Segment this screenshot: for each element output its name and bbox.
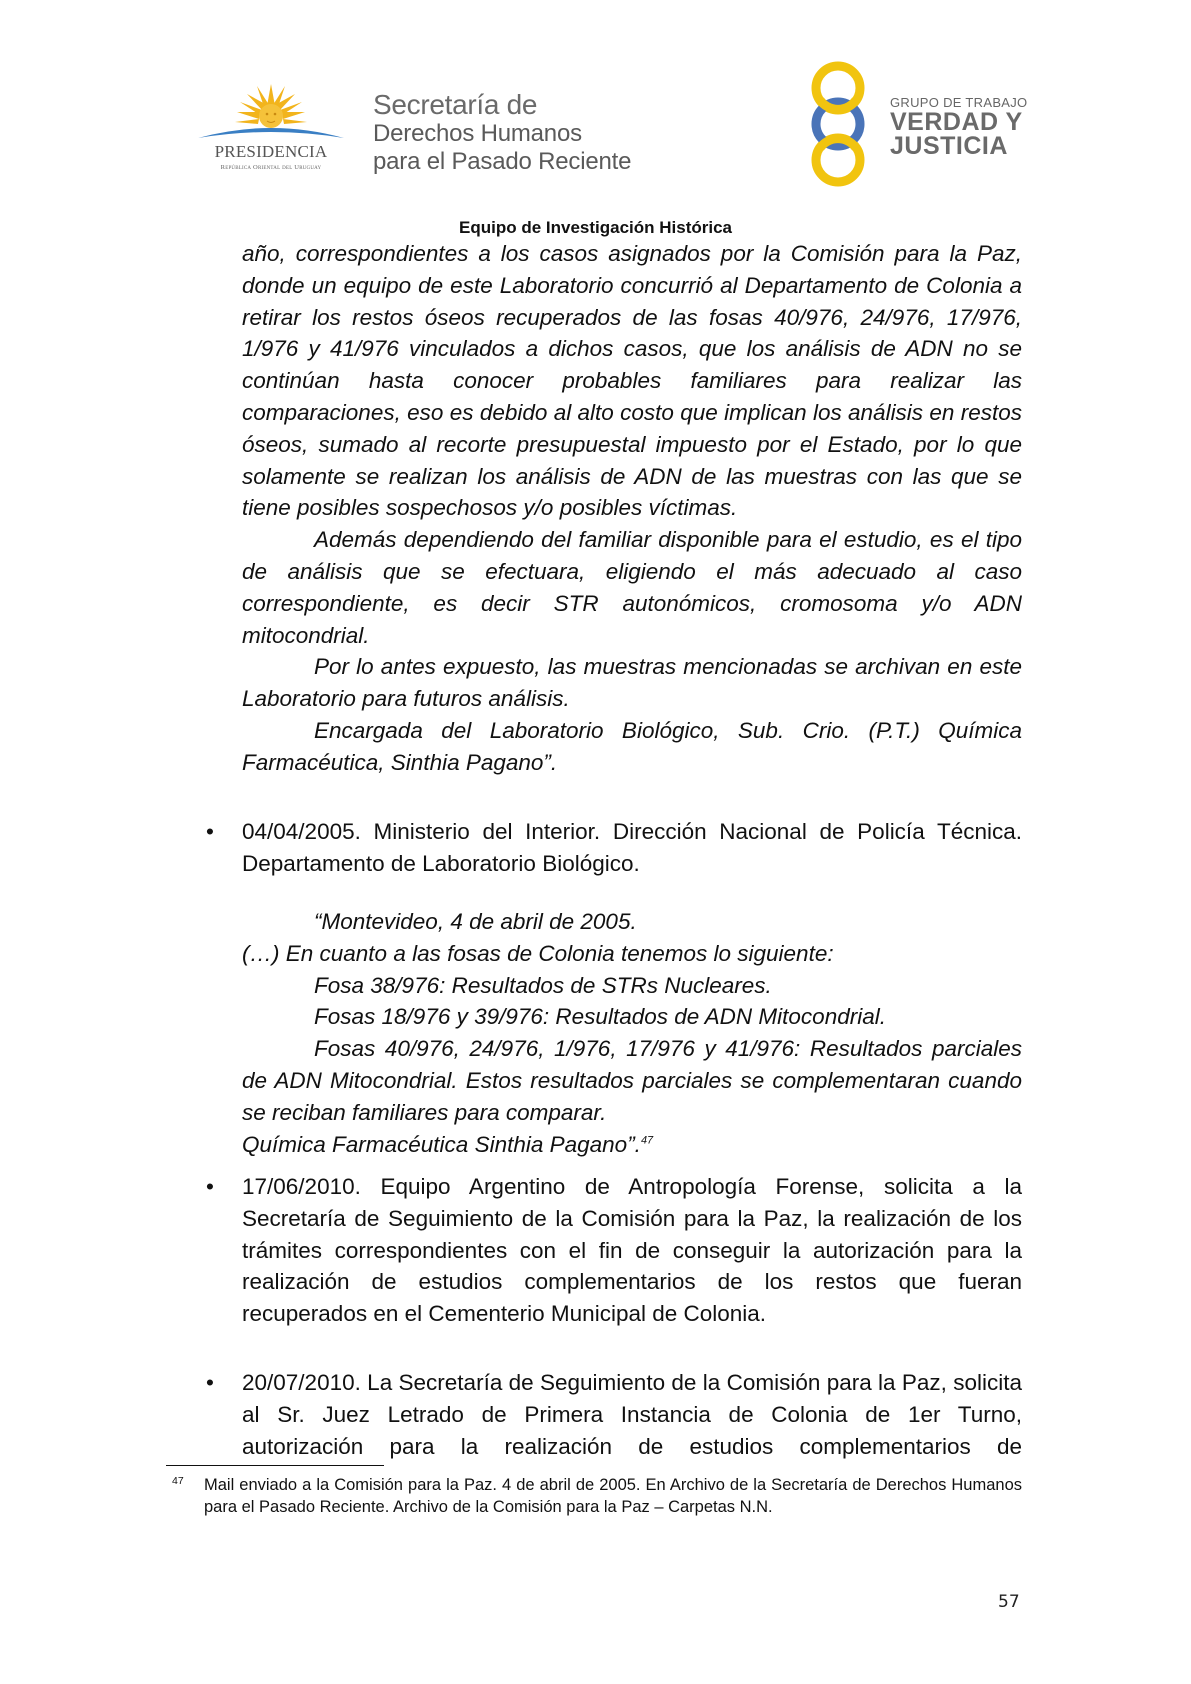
footnote-reference[interactable]: 47 <box>640 1134 654 1147</box>
bullet-icon: • <box>206 1370 214 1395</box>
entry-text: 17/06/2010. Equipo Argentino de Antropología Forense, solicita a la Secretaría de Seguimiento de la Comisión para la Paz, la realización de los trámites correspondientes con el fin de conseguir la autorización para la realización de estudios complementarios de los restos que fueran recuperados en el Cementerio Municipal de Colonia. <box>242 1174 1022 1327</box>
footnote-divider <box>166 1465 384 1466</box>
grupo-trabajo-label: GRUPO DE TRABAJO <box>890 95 1028 110</box>
entry-text: 20/07/2010. La Secretaría de Seguimiento de la Comisión para la Paz, solicita al Sr. Juez Letrado de Primera Instancia de Colonia de 1er Turno, autorización para la realización de estudios complementarios de <box>242 1370 1022 1459</box>
sun-emblem-icon <box>196 82 346 144</box>
secretaria-line-1: Secretaría de <box>373 89 538 120</box>
quote-paragraph: Además dependiendo del familiar disponible para el estudio, es el tipo de análisis que se efectuara, eligiendo el más adecuado al caso correspondiente, es decir STR autonómicos, cromosoma y/o ADN mitocondrial. <box>242 527 1022 648</box>
entry-text: 04/04/2005. Ministerio del Interior. Dirección Nacional de Policía Técnica. Departamento de Laboratorio Biológico. <box>242 819 1022 876</box>
bullet-icon: • <box>206 819 214 844</box>
quote-line: “Montevideo, 4 de abril de 2005. <box>314 909 637 934</box>
quote-line: (…) En cuanto a las fosas de Colonia tenemos lo siguiente: <box>242 940 834 966</box>
quote-signature-text: Química Farmacéutica Sinthia Pagano”. <box>242 1131 641 1157</box>
verdad-justicia-title <box>890 110 1023 158</box>
justicia-label: JUSTICIA <box>890 132 1008 160</box>
quoted-continuation <box>242 238 1022 779</box>
bullet-icon: • <box>206 1174 214 1199</box>
page-number: 57 <box>998 1592 1020 1612</box>
footnote-number: 47 <box>172 1475 184 1487</box>
team-title: Equipo de Investigación Histórica <box>459 218 732 237</box>
verdad-justicia-logo <box>808 60 1038 190</box>
timeline-entry <box>206 1367 1022 1462</box>
quote-paragraph: Encargada del Laboratorio Biológico, Sub. Crio. (P.T.) Química Farmacéutica, Sinthia Pagano”. <box>242 717 1022 775</box>
quote-line: Fosa 38/976: Resultados de STRs Nucleares. <box>314 972 772 998</box>
timeline-entry <box>206 1171 1022 1330</box>
quote-line: Fosas 40/976, 24/976, 1/976, 17/976 y 41/976: Resultados parciales de ADN Mitocondrial. Estos resultados parciales se complementaran cuando se reciban familiares para comparar. <box>242 1036 1022 1125</box>
quote-paragraph: año, correspondientes a los casos asignados por la Comisión para la Paz, donde un equipo de este Laboratorio concurrió al Departamento de Colonia a retirar los restos óseos recuperados de las fosas 40/976, 24/976, 17/976, 1/976 y 41/976 vinculados a dichos casos, que los análisis de ADN no se continúan hasta conocer probables familiares para realizar las comparaciones, eso es debido al alto costo que implican los análisis en restos óseos, sumado al recorte presupuestal impuesto por el Estado, por lo que solamente se realizan los análisis de ADN de las muestras con las que se tiene posibles sospechosos y/o posibles víctimas. <box>242 241 1022 521</box>
linked-rings-icon <box>808 60 868 190</box>
timeline-entry <box>206 816 1022 880</box>
presidencia-title: PRESIDENCIA <box>214 142 328 161</box>
quote-paragraph: Por lo antes expuesto, las muestras mencionadas se archivan en este Laboratorio para futuros análisis. <box>242 654 1022 712</box>
verdad-label: VERDAD Y <box>890 108 1023 136</box>
entry-quote <box>242 906 1022 1160</box>
presidencia-logo <box>196 82 346 182</box>
secretaria-line-3: para el Pasado Reciente <box>373 148 632 175</box>
quote-line: Fosas 18/976 y 39/976: Resultados de ADN Mitocondrial. <box>314 1004 886 1030</box>
secretaria-logo <box>373 90 631 176</box>
secretaria-line-2: Derechos Humanos <box>373 120 582 147</box>
footnote <box>166 1474 1022 1518</box>
presidencia-subtitle: República Oriental del Uruguay <box>220 164 322 171</box>
footnote-text: Mail enviado a la Comisión para la Paz. 4 de abril de 2005. En Archivo de la Secretaría de Derechos Humanos para el Pasado Reciente. Archivo de la Comisión para la Paz – Carpetas N.N. <box>204 1476 1022 1516</box>
quote-signature <box>242 1129 1022 1161</box>
